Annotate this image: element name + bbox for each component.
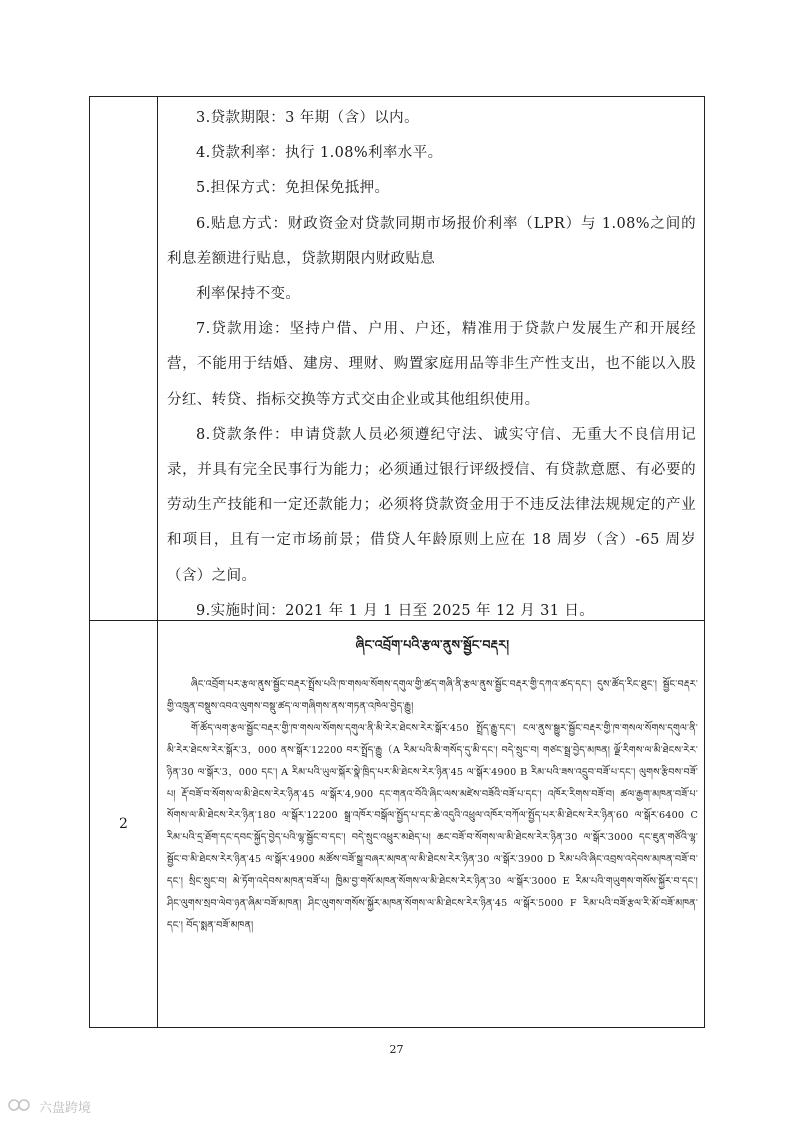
document-table bbox=[89, 96, 705, 1028]
row-number: 2 bbox=[119, 816, 128, 832]
watermark-logo-icon bbox=[8, 1098, 34, 1116]
interest-subsidy-continuation: 利率保持不变。 bbox=[196, 286, 301, 303]
loan-policy-cell bbox=[158, 97, 704, 620]
tibetan-paragraph: ཞིང་འབྲོག་པར་རྩལ་ནུས་སྦྱོང་བརྡར་སྤྲོས་པའི་ཁ་གསལ་སོགས་དགུལ་གྱི་ཚད་གཞི་ནི་རྩལ་ནུས་སྦྱོང་བརྡར་གྱི་དཀའ་ཚད་དང་། དུས་ཚོད་རིང་ཐུང་། སྦྱོང་བརྡར་གྱི་འཁྲུན་བསྡུས་འབའ་ལུགས་བསྡུ་ཚད་ལ་གཞིགས་ནས་གཏན་འཁེལ་བྱེད་རྒྱུ། bbox=[167, 679, 698, 712]
loan-conditions-paragraph: 8.贷款条件：申请贷款人员必须遵纪守法、诚实守信、无重大不良信用记录，并具有完全民事行为能力；必须通过银行评级授信、有贷款意愿、有必要的劳动生产技能和一定还款能力；必须将贷款资金用于不违反法律法规规定的产业和项目，且有一定市场前景；借贷人年龄原则上应在 18 周岁（含）-65 周岁（含）之间。 bbox=[167, 426, 696, 584]
guarantee-paragraph: 5.担保方式：免担保免抵押。 bbox=[196, 180, 390, 197]
watermark bbox=[8, 1097, 91, 1116]
loan-purpose-paragraph: 7.贷款用途：坚持户借、户用、户还，精准用于贷款户发展生产和开展经营，不能用于结婚、建房、理财、购置家庭用品等非生产性支出，也不能以入股分红、转贷、指标交换等方式交由企业或其他组织使用。 bbox=[167, 321, 696, 408]
watermark-text: 六盘跨境 bbox=[39, 1101, 92, 1116]
tibetan-paragraph: གོ་ཚོད་ལག་རྩལ་སྦྱོང་བརྡར་གྱི་ཁ་གསལ་སོགས་དགུལ་ནི་མི་རེར་ཐེངས་རེར་སྒོར་450 སྤྲོད་རྒྱུ་དང་། ངལ་ནུས་སྒྱུར་སྦྱོང་བརྡར་གྱི་ཁ་གསལ་སོགས་དགུལ་ནི་མི་རེར་ཐེངས་རེར་སྒོར་3，000 ནས་སྒོར་12200 བར་སྤྲོད་རྒྱུ（A རིམ་པའི་མི་གསོད་དུ་མི་དང་། བདེ་སྲུང་བ། གཙང་སྦྲ་བྱེད་མཁན། ལྗོ་རིགས་ལ་མི་ཐེངས་རེར་ཉིན་30 ལ་སྒོར་3，000 དང་། A རིམ་པའི་ཡུལ་སྐོར་སྣེ་ཁྲིད་པར་མི་ཐེངས་རེར་ཉིན་45 ལ་སྒོར་4900 B རིམ་པའི་ཟས་འདྲུབ་བཟོ་པ་དང་། ལུགས་རྩིབས་བཟོ་པ། རྡོ་བཟོ་བ་སོགས་ལ་མི་ཐེངས་རེར་ཉིན་45 ལ་སྒོར་4,900 དང་གནའ་བོའི་ཞིང་ལས་མཛེས་བཟོའི་བཟོ་པ་དང་། འཁོར་རིགས་བཟོ་བ། ཚལ་རྒྱག་མཁན་བཟོ་པ་སོགས་ལ་མི་ཐེངས་རེར་ཉིན་180 ལ་སྒོར་12200 སྒྲ་འཁོར་བསྒོལ་སྤྱོད་པ་དང་ཆེ་འདུའི་འཕྲུལ་འཁོར་བཀོལ་སྤྱོད་པར་མི་ཐེངས་རེར་ཉིན་60 ལ་སྒོར་6400 C རིམ་པའི་དྲ་ཐོག་དང་དབང་སྐྱོད་བྱེད་པའི་ལྷ་སྦྱོང་བ་དང་། བདེ་སྲུང་འཕྲུར་མཐེད་པ། ཆང་བཟོ་བ་སོགས་ལ་མི་ཐེངས་རེར་ཉིན་30 ལ་སྒོར་3000 དང་ཇུན་གཙོའི་ལྷ་སྦྱོང་བ་མི་ཐེངས་རེར་ཉིན་45 ལ་སྒོར་4900 མཚོས་བཟོ་སྒྲ་བཞར་མཁན་ལ་མི་ཐེངས་རེར་ཉིན་30 ལ་སྒོར་3900 D རིམ་པའི་ཞིང་འབྲས་འདེབས་མཁན་བཟོ་བ་དང་། སྲིང་སྲུང་བ། མེ་ཏོག་འདེབས་མཁན་བཟོ་པ། ཁྱིམ་བྱ་གསོ་མཁན་སོགས་ལ་མི་ཐེངས་རེར་ཉིན་30 ལ་སྒོར་3000 E རིམ་པའི་གཡུགས་གསོས་སྐྱོར་བ་དང་། ཤིང་ལུགས་སྲབ་ལེབ་ཉན་ཞིམ་བཟོ་མཁན། ཤིང་ལུགས་གསོས་སྐྱོར་མཁན་སོགས་ལ་མི་ཐེངས་རེར་ཉིན་45 ལ་སྒོར་5000 F རིམ་པའི་བཟོ་རྩལ་རི་མོ་བཟོ་མཁན་དང་། བོད་སྨན་བཟོ་མཁན། bbox=[167, 722, 698, 931]
tibetan-training-cell bbox=[158, 621, 704, 1027]
page-number: 27 bbox=[389, 1043, 404, 1056]
interest-subsidy-paragraph: 6.贴息方式：财政资金对贷款同期市场报价利率（LPR）与 1.08%之间的利息差额进行贴息，贷款期限内财政贴息 bbox=[167, 215, 696, 267]
implementation-time-paragraph: 9.实施时间：2021 年 1 月 1 日至 2025 年 12 月 31 日。 bbox=[196, 602, 595, 619]
loan-term-paragraph: 3.贷款期限：3 年期（含）以内。 bbox=[196, 110, 419, 126]
loan-rate-paragraph: 4.贷款利率：执行 1.08%利率水平。 bbox=[196, 145, 443, 162]
tibetan-section-title: ཞིང་འབྲོག་པའི་རྩལ་ནུས་སྦྱོང་བརྡར། bbox=[355, 637, 510, 652]
